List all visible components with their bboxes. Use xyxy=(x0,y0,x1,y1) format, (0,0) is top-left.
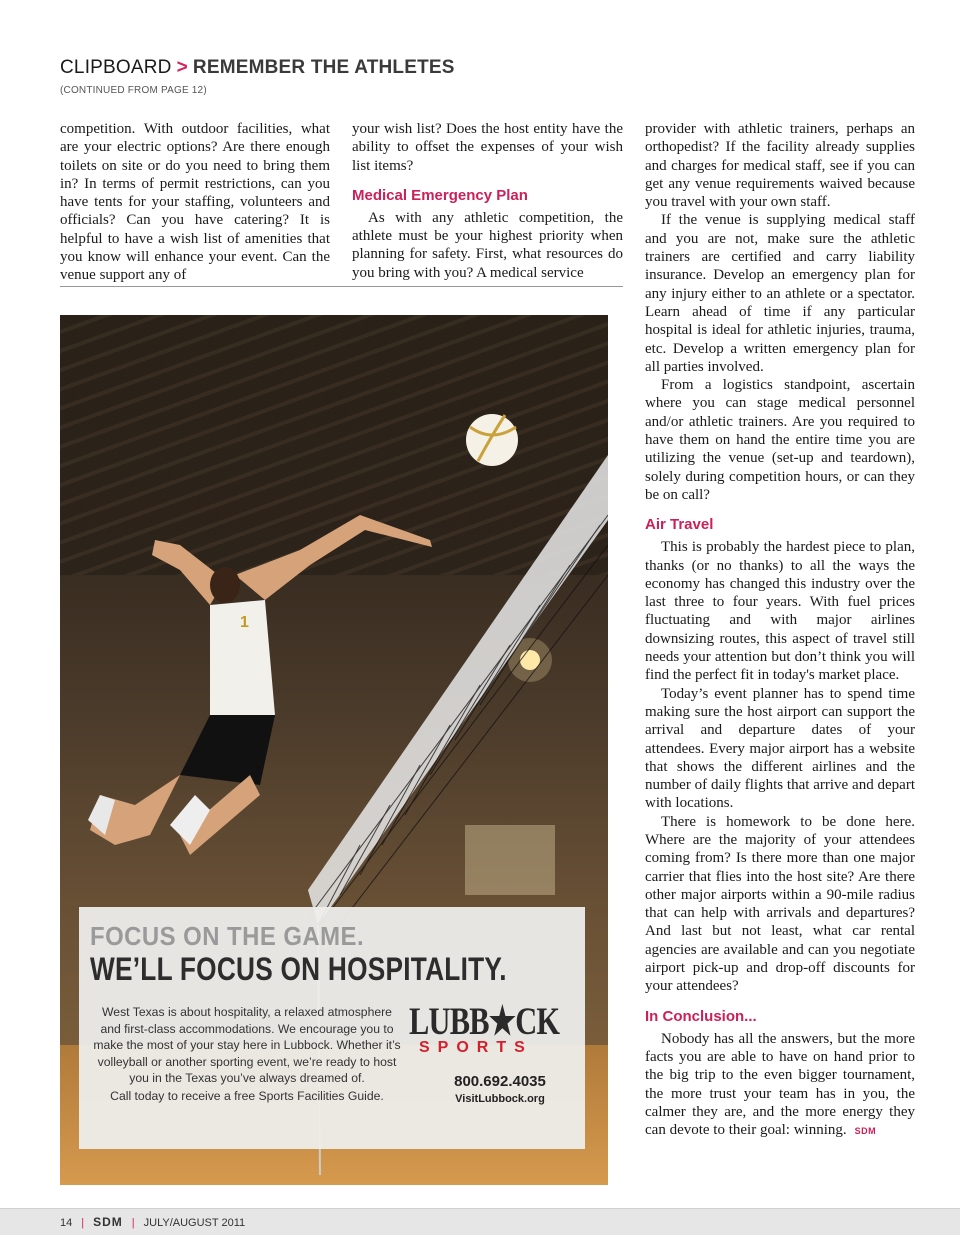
lubbock-logo: LUBB★CK xyxy=(409,1000,560,1043)
paragraph: There is homework to be done here. Where are the majority of your attendees coming from? Is there more than one major carrier that flies into the host site? Are there other major airports within a 90-mile radius that can help with arrivals and departures? And last but not least, what car rental agencies are available and can you negotiate airport pick-up and drop-off discounts for your attendees? xyxy=(645,813,915,995)
ad-headline-1: FOCUS ON THE GAME. xyxy=(90,921,365,951)
ad-website-link[interactable]: VisitLubbock.org xyxy=(455,1093,545,1105)
paragraph: Today’s event planner has to spend time making sure the host airport can support the arrival and departure dates of your attendees. Every major airport has a website that shows the different airlines and the number of daily flights that arrive and depart with locations. xyxy=(645,685,915,812)
column-divider xyxy=(60,286,623,287)
ad-call-to-action: Call today to receive a free Sports Facilities Guide. xyxy=(110,1089,384,1103)
volleyball-icon xyxy=(466,414,518,466)
subheading-medical-emergency-plan: Medical Emergency Plan xyxy=(352,186,528,204)
article-column-1 xyxy=(60,120,330,285)
ad-headline-2: WE’LL FOCUS ON HOSPITALITY. xyxy=(90,951,507,987)
ad-phone-number[interactable]: 800.692.4035 xyxy=(454,1073,546,1090)
article-title: REMEMBER THE ATHLETES xyxy=(192,57,455,78)
ad-body-copy: West Texas is about hospitality, a relaxed atmosphere and first-class accommodations. We encourage you to make the most of your stay here in Lubbock. Whether it’s volleyball or another sporting event, we’re ready to host you in the Texas you’ve always dreamed of. xyxy=(93,1005,401,1085)
gym-window xyxy=(465,825,555,895)
chevron-right-icon: > xyxy=(176,57,188,78)
magazine-name: SDM xyxy=(93,1215,123,1229)
page-number: 14 xyxy=(60,1217,73,1229)
paragraph xyxy=(645,1030,915,1141)
paragraph: This is probably the hardest piece to plan, thanks (or no thanks) to all the ways the economy has changed this industry over the last three to four years. With fuel prices fluctuating and with major airlines downsizing routes, this aspect of travel still needs your attention but don’t think you will find the perfect fit in today's market place. xyxy=(645,539,915,684)
ad-text-panel xyxy=(79,907,585,1149)
footer-separator: | xyxy=(131,1217,135,1229)
paragraph: provider with athletic trainers, perhaps an orthopedist? If the facility already supplies and charges for medical staff, see if you can get any venue requirements waived because you travel with your own staff. xyxy=(645,121,915,211)
continued-note: (CONTINUED FROM PAGE 12) xyxy=(60,85,207,96)
section-label: CLIPBOARD xyxy=(60,57,172,78)
paragraph-text: Nobody has all the answers, but the more facts you are able to have on hand prior to the big trip to the even bigger tournament, the more trust your team has in you, the calmer they are, and the more energy they can devote to their goal: winning. xyxy=(645,1030,915,1139)
subheading-air-travel: Air Travel xyxy=(645,516,714,534)
article-column-2 xyxy=(352,120,623,282)
end-mark: SDM xyxy=(854,1126,877,1137)
advertisement xyxy=(60,315,608,1185)
header-line xyxy=(60,56,455,80)
subheading-in-conclusion: In Conclusion... xyxy=(645,1007,757,1025)
footer-separator: | xyxy=(81,1217,85,1229)
paragraph: As with any athletic competition, the athlete must be your highest priority when planning for safety. First, what resources do you bring with you? A medical service xyxy=(352,209,623,281)
paragraph: From a logistics standpoint, ascertain where you can stage medical personnel and/or athletic trainers. Are you required to have them on hand the entire time you are utilizing the venue (set-up and teardown), solely during competition hours, or can they be on call? xyxy=(645,377,915,503)
footer-text xyxy=(60,1215,245,1229)
jersey-number: 1 xyxy=(240,614,249,631)
page-footer xyxy=(0,1208,960,1235)
paragraph: competition. With outdoor facilities, what are your electric options? Are there enough toilets on site or do you need to bring them in? In terms of permit restrictions, can you have tents for your staffing, volunteers and officials? Can you have catering? It is helpful to have a wish list of amenities that you know will enhance your event. Can the venue support any of xyxy=(60,121,330,284)
paragraph: your wish list? Does the host entity have the ability to offset the expenses of your wish list items? xyxy=(352,121,623,174)
issue-date: JULY/AUGUST 2011 xyxy=(143,1217,246,1229)
page-header xyxy=(60,56,455,96)
paragraph: If the venue is supplying medical staff and you are not, make sure the athletic trainers are certified and carry liability insurance. Develop an emergency plan for any injury either to an athlete or a spectator. Learn ahead of time if any particular hospital is ideal for athletic injuries, trauma, etc. Develop a written emergency plan for all parties involved. xyxy=(645,212,915,375)
article-column-3 xyxy=(645,120,915,1140)
lubbock-logo-sports: SPORTS xyxy=(419,1039,533,1056)
